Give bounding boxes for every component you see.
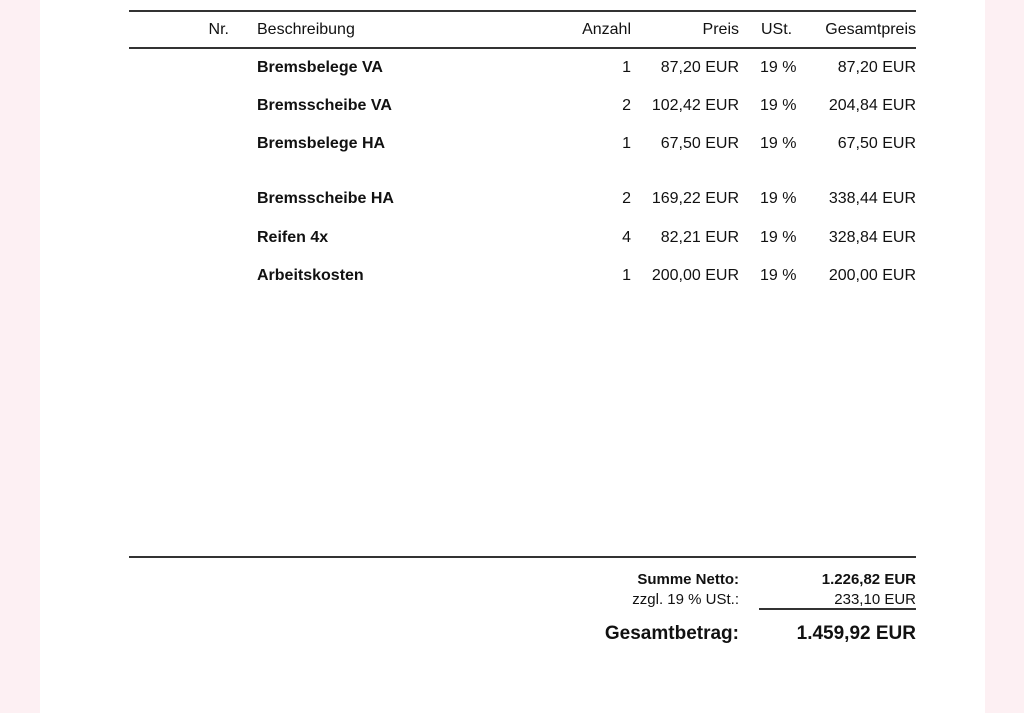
cell-price: 87,20 EUR xyxy=(660,59,739,76)
totals-top-rule xyxy=(129,556,916,558)
cell-total: 204,84 EUR xyxy=(828,97,916,114)
gross-total-label: Gesamtbetrag: xyxy=(604,623,739,644)
cell-vat: 19 % xyxy=(760,135,797,152)
vat-total-label: zzgl. 19 % USt.: xyxy=(632,591,739,608)
cell-vat: 19 % xyxy=(760,229,797,246)
cell-description: Arbeitskosten xyxy=(257,267,364,284)
cell-quantity: 4 xyxy=(622,229,631,246)
cell-total: 87,20 EUR xyxy=(837,59,916,76)
cell-description: Bremsscheibe VA xyxy=(257,97,392,114)
subtotal-rule xyxy=(759,608,916,610)
cell-price: 169,22 EUR xyxy=(651,190,739,207)
cell-price: 200,00 EUR xyxy=(651,267,739,284)
table-header-rule xyxy=(129,47,916,49)
cell-quantity: 1 xyxy=(622,135,631,152)
cell-quantity: 2 xyxy=(622,190,631,207)
cell-price: 67,50 EUR xyxy=(660,135,739,152)
header-nr: Nr. xyxy=(208,21,229,38)
header-price: Preis xyxy=(702,21,739,38)
header-description: Beschreibung xyxy=(257,21,355,38)
net-total-value: 1.226,82 EUR xyxy=(821,571,916,588)
cell-vat: 19 % xyxy=(760,267,797,284)
cell-quantity: 2 xyxy=(622,97,631,114)
gross-total-value: 1.459,92 EUR xyxy=(796,623,916,644)
vat-total-value: 233,10 EUR xyxy=(834,591,916,608)
cell-total: 328,84 EUR xyxy=(828,229,916,246)
header-total: Gesamtpreis xyxy=(825,21,916,38)
cell-vat: 19 % xyxy=(760,97,797,114)
cell-description: Reifen 4x xyxy=(257,229,329,246)
cell-total: 67,50 EUR xyxy=(837,135,916,152)
cell-price: 82,21 EUR xyxy=(660,229,739,246)
cell-vat: 19 % xyxy=(760,190,797,207)
cell-description: Bremsbelege VA xyxy=(257,59,383,76)
table-top-rule xyxy=(129,10,916,12)
cell-quantity: 1 xyxy=(622,59,631,76)
cell-total: 200,00 EUR xyxy=(828,267,916,284)
cell-quantity: 1 xyxy=(622,267,631,284)
net-total-label: Summe Netto: xyxy=(637,571,739,588)
header-quantity: Anzahl xyxy=(582,21,631,38)
cell-description: Bremsbelege HA xyxy=(257,135,386,152)
cell-description: Bremsscheibe HA xyxy=(257,190,394,207)
cell-price: 102,42 EUR xyxy=(651,97,739,114)
cell-vat: 19 % xyxy=(760,59,797,76)
header-vat: USt. xyxy=(761,21,793,38)
cell-total: 338,44 EUR xyxy=(828,190,916,207)
